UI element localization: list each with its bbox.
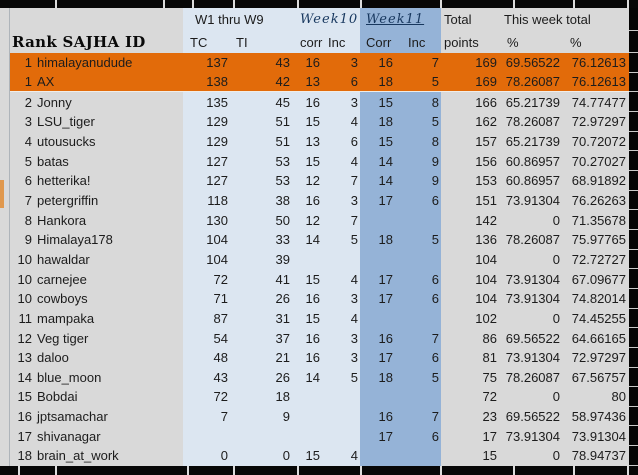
cell-ti[interactable]: 26 (236, 368, 295, 388)
cell-week11-corr[interactable] (360, 309, 403, 329)
cell-total-points[interactable]: 104 (441, 289, 502, 309)
cell-week11-corr[interactable]: 16 (360, 328, 403, 348)
cell-total-pct[interactable]: 71.35678 (562, 210, 629, 230)
cell-sajha-id[interactable]: jptsamachar (35, 407, 183, 427)
cell-week-pct[interactable]: 73.91304 (502, 348, 562, 368)
cell-week11-corr[interactable]: 15 (360, 92, 403, 112)
cell-week10-inc[interactable]: 6 (325, 132, 360, 152)
cell-total-points[interactable]: 157 (441, 132, 502, 152)
cell-total-points[interactable]: 166 (441, 92, 502, 112)
cell-total-points[interactable]: 104 (441, 250, 502, 270)
cell-week10-corr[interactable]: 13 (295, 132, 325, 152)
cell-total-pct[interactable]: 58.97436 (562, 407, 629, 427)
gridline-tick (627, 0, 629, 8)
cell-week11-inc[interactable]: 7 (403, 407, 441, 427)
cell-total-points[interactable]: 169 (441, 73, 502, 93)
cell-ti[interactable]: 51 (236, 112, 295, 132)
cell-tc[interactable]: 129 (183, 132, 236, 152)
cell-week10-inc[interactable]: 7 (325, 171, 360, 191)
cell-sajha-id[interactable]: Hankora (35, 210, 183, 230)
cell-total-pct[interactable]: 70.72072 (562, 132, 629, 152)
cell-week10-inc[interactable] (325, 426, 360, 446)
cell-ti[interactable]: 21 (236, 348, 295, 368)
gridline-tick (440, 0, 442, 8)
cell-week10-inc[interactable]: 4 (325, 446, 360, 466)
gridline-tick (18, 466, 20, 475)
right-black-column-cell (629, 151, 638, 171)
cell-week-pct[interactable]: 78.26087 (502, 73, 562, 93)
cell-total-pct[interactable]: 76.12613 (562, 53, 629, 73)
cell-rank[interactable]: 17 (10, 426, 35, 446)
gridline-tick (163, 0, 165, 8)
header-rank-sajha-id[interactable]: Rank SAJHA ID (10, 31, 183, 53)
cell-total-points[interactable]: 142 (441, 210, 502, 230)
cell-week10-inc[interactable]: 4 (325, 269, 360, 289)
cell-week11-corr[interactable] (360, 387, 403, 407)
cell-week11-corr[interactable]: 17 (360, 269, 403, 289)
cell-week10-inc[interactable]: 3 (325, 289, 360, 309)
cell-week10-inc[interactable]: 7 (325, 210, 360, 230)
cell-week10-inc[interactable]: 4 (325, 309, 360, 329)
cell-rank[interactable]: 18 (10, 446, 35, 466)
cell-tc[interactable] (183, 426, 236, 446)
cell-week10-corr[interactable]: 13 (295, 73, 325, 93)
cell-week11-inc[interactable] (403, 250, 441, 270)
header-group-this-week-total[interactable]: This week total (502, 8, 629, 31)
cell-week11-corr[interactable]: 18 (360, 368, 403, 388)
gridline-tick (360, 0, 362, 8)
cell-sajha-id[interactable]: hawaldar (35, 250, 183, 270)
cell-rank[interactable]: 9 (10, 230, 35, 250)
right-black-column-cell (629, 132, 638, 152)
cell-tc[interactable]: 135 (183, 92, 236, 112)
cell-total-points[interactable]: 15 (441, 446, 502, 466)
cell-week11-inc[interactable]: 6 (403, 348, 441, 368)
cell-tc[interactable]: 137 (183, 53, 236, 73)
cell-ti[interactable]: 53 (236, 151, 295, 171)
cell-week11-corr[interactable] (360, 446, 403, 466)
cell-ti[interactable]: 38 (236, 191, 295, 211)
cell-week10-corr[interactable]: 16 (295, 328, 325, 348)
cell-total-pct[interactable]: 80 (562, 387, 629, 407)
right-black-column-cell (629, 348, 638, 368)
cell-week10-inc[interactable]: 3 (325, 328, 360, 348)
cell-total-points[interactable]: 17 (441, 426, 502, 446)
cell-week10-corr[interactable]: 15 (295, 309, 325, 329)
cell-rank[interactable]: 5 (10, 151, 35, 171)
cell-week11-corr[interactable] (360, 210, 403, 230)
cell-total-points[interactable]: 169 (441, 53, 502, 73)
cell-week-pct[interactable]: 60.86957 (502, 171, 562, 191)
header-pct-total[interactable]: % (562, 31, 629, 53)
cell-week10-corr[interactable]: 16 (295, 92, 325, 112)
bottom-crop-bar (0, 466, 638, 475)
cell-ti[interactable]: 45 (236, 92, 295, 112)
cell-week-pct[interactable]: 73.91304 (502, 426, 562, 446)
cell-week11-inc[interactable]: 5 (403, 73, 441, 93)
cell-week11-corr[interactable]: 14 (360, 151, 403, 171)
cell-total-pct[interactable]: 73.91304 (562, 426, 629, 446)
cell-week10-corr[interactable]: 12 (295, 210, 325, 230)
right-black-column-cell (629, 31, 638, 53)
cell-week10-corr[interactable]: 14 (295, 230, 325, 250)
cell-week10-corr[interactable]: 15 (295, 446, 325, 466)
header-week11-inc[interactable]: Inc (403, 31, 441, 53)
cell-sajha-id[interactable]: AX (35, 73, 183, 93)
cell-total-pct[interactable]: 74.82014 (562, 289, 629, 309)
cell-week11-inc[interactable] (403, 309, 441, 329)
cell-rank[interactable]: 2 (10, 92, 35, 112)
cell-week10-corr[interactable]: 16 (295, 191, 325, 211)
header-group-w1-thru-w9[interactable]: W1 thru W9 (183, 8, 295, 31)
gridline-tick (360, 466, 362, 475)
cell-week11-inc[interactable]: 7 (403, 328, 441, 348)
cell-sajha-id[interactable]: utousucks (35, 132, 183, 152)
cell-week11-inc[interactable] (403, 387, 441, 407)
cell-tc[interactable]: 87 (183, 309, 236, 329)
cell-week10-inc[interactable]: 3 (325, 53, 360, 73)
cell-week11-corr[interactable]: 14 (360, 171, 403, 191)
cell-sajha-id[interactable]: blue_moon (35, 368, 183, 388)
right-black-column-cell (629, 112, 638, 132)
cell-total-pct[interactable]: 74.45255 (562, 309, 629, 329)
gridline-tick (187, 466, 189, 475)
cell-week10-corr[interactable] (295, 387, 325, 407)
cell-week-pct[interactable]: 69.56522 (502, 53, 562, 73)
cell-rank[interactable]: 16 (10, 407, 35, 427)
header-total-line1[interactable]: Total (441, 8, 502, 31)
right-black-column-cell (629, 230, 638, 250)
cell-week11-corr[interactable] (360, 250, 403, 270)
cell-week-pct[interactable]: 73.91304 (502, 191, 562, 211)
cell-ti[interactable]: 39 (236, 250, 295, 270)
cell-total-points[interactable]: 23 (441, 407, 502, 427)
cell-ti[interactable]: 51 (236, 132, 295, 152)
cell-sajha-id[interactable]: himalayanudude (35, 53, 183, 73)
gridline-tick (192, 0, 194, 8)
gridline-tick (55, 466, 57, 475)
cell-week10-corr[interactable] (295, 407, 325, 427)
cell-total-points[interactable]: 136 (441, 230, 502, 250)
cell-week11-corr[interactable]: 16 (360, 53, 403, 73)
right-black-column-cell (629, 426, 638, 446)
cell-total-points[interactable]: 104 (441, 269, 502, 289)
cell-sajha-id[interactable]: shivanagar (35, 426, 183, 446)
header-week10-corr[interactable]: corr (295, 31, 325, 53)
header-total-line2[interactable]: points (441, 31, 502, 53)
cell-week-pct[interactable]: 60.86957 (502, 151, 562, 171)
right-black-column-cell (629, 171, 638, 191)
top-crop-bar (0, 0, 638, 8)
cell-ti[interactable]: 26 (236, 289, 295, 309)
right-black-column-cell (629, 309, 638, 329)
gridline-tick (55, 0, 57, 8)
cell-sajha-id[interactable]: carnejee (35, 269, 183, 289)
cell-week-pct[interactable]: 78.26087 (502, 230, 562, 250)
cell-rank[interactable]: 12 (10, 328, 35, 348)
cell-week-pct[interactable]: 69.56522 (502, 328, 562, 348)
ranking-table (10, 8, 638, 466)
cell-rank[interactable]: 11 (10, 309, 35, 329)
cell-week-pct[interactable]: 0 (502, 387, 562, 407)
cell-total-pct[interactable]: 70.27027 (562, 151, 629, 171)
cell-tc[interactable]: 7 (183, 407, 236, 427)
cell-total-pct[interactable]: 76.12613 (562, 73, 629, 93)
cell-ti[interactable]: 43 (236, 53, 295, 73)
cell-total-pct[interactable]: 72.72727 (562, 250, 629, 270)
gridline-tick (627, 466, 629, 475)
cell-week10-corr[interactable] (295, 426, 325, 446)
cell-ti[interactable] (236, 426, 295, 446)
header-spacer (10, 8, 183, 31)
cell-tc[interactable]: 138 (183, 73, 236, 93)
cell-week11-inc[interactable]: 8 (403, 132, 441, 152)
cell-week11-corr[interactable]: 17 (360, 426, 403, 446)
cell-week10-inc[interactable]: 3 (325, 348, 360, 368)
gridline-tick (513, 0, 515, 8)
cell-week11-inc[interactable]: 7 (403, 53, 441, 73)
cell-total-pct[interactable]: 78.94737 (562, 446, 629, 466)
cell-ti[interactable]: 33 (236, 230, 295, 250)
cell-rank[interactable]: 1 (10, 53, 35, 73)
gridline-tick (440, 466, 442, 475)
cell-tc[interactable]: 54 (183, 328, 236, 348)
cell-rank[interactable]: 10 (10, 289, 35, 309)
cell-week11-corr[interactable]: 16 (360, 407, 403, 427)
cell-week10-corr[interactable]: 16 (295, 53, 325, 73)
right-black-column-cell (629, 210, 638, 230)
gridline-tick (513, 466, 515, 475)
header-week11-corr[interactable]: Corr (360, 31, 403, 53)
right-black-column-cell (629, 328, 638, 348)
cell-total-points[interactable]: 86 (441, 328, 502, 348)
cell-week-pct[interactable]: 0 (502, 309, 562, 329)
cell-total-points[interactable]: 81 (441, 348, 502, 368)
cell-total-pct[interactable]: 72.97297 (562, 112, 629, 132)
gridline-tick (573, 466, 575, 475)
header-ti[interactable]: TI (236, 31, 295, 53)
cell-sajha-id[interactable]: brain_at_work (35, 446, 183, 466)
cell-sajha-id[interactable]: petergriffin (35, 191, 183, 211)
cell-week11-corr[interactable]: 18 (360, 73, 403, 93)
header-tc[interactable]: TC (183, 31, 236, 53)
cell-rank[interactable]: 3 (10, 112, 35, 132)
cell-tc[interactable]: 0 (183, 446, 236, 466)
cell-tc[interactable]: 104 (183, 250, 236, 270)
cell-rank[interactable]: 7 (10, 191, 35, 211)
right-black-column-cell (629, 191, 638, 211)
cell-sajha-id[interactable]: hetterika! (35, 171, 183, 191)
cell-ti[interactable]: 0 (236, 446, 295, 466)
cell-rank[interactable]: 10 (10, 269, 35, 289)
cell-week10-inc[interactable]: 4 (325, 112, 360, 132)
cell-sajha-id[interactable]: Bobdai (35, 387, 183, 407)
cell-tc[interactable]: 118 (183, 191, 236, 211)
cell-sajha-id[interactable]: mampaka (35, 309, 183, 329)
right-black-column-cell (629, 92, 638, 112)
cell-week-pct[interactable]: 0 (502, 446, 562, 466)
cell-week11-inc[interactable]: 5 (403, 368, 441, 388)
cell-week10-inc[interactable]: 5 (325, 230, 360, 250)
right-black-column-cell (629, 289, 638, 309)
cell-week-pct[interactable]: 78.26087 (502, 112, 562, 132)
cell-total-points[interactable]: 75 (441, 368, 502, 388)
gridline-tick (573, 0, 575, 8)
cell-tc[interactable]: 72 (183, 269, 236, 289)
left-edge-orange-marker (0, 180, 4, 208)
cell-week10-corr[interactable]: 14 (295, 368, 325, 388)
cell-week-pct[interactable]: 0 (502, 210, 562, 230)
cell-total-points[interactable]: 156 (441, 151, 502, 171)
cell-ti[interactable]: 41 (236, 269, 295, 289)
cell-week10-inc[interactable]: 4 (325, 151, 360, 171)
cell-week10-inc[interactable]: 3 (325, 92, 360, 112)
cell-total-points[interactable]: 162 (441, 112, 502, 132)
header-group-week10[interactable]: Week10 (295, 8, 360, 31)
cell-week10-corr[interactable]: 16 (295, 348, 325, 368)
gridline-tick (233, 0, 235, 8)
left-edge-strip (0, 8, 10, 466)
cell-week10-inc[interactable] (325, 250, 360, 270)
cell-week10-inc[interactable]: 3 (325, 191, 360, 211)
cell-week10-corr[interactable]: 12 (295, 171, 325, 191)
right-black-column-cell (629, 387, 638, 407)
cell-week10-inc[interactable]: 6 (325, 73, 360, 93)
cell-tc[interactable]: 130 (183, 210, 236, 230)
cell-week10-corr[interactable]: 15 (295, 269, 325, 289)
header-pct-week[interactable]: % (502, 31, 562, 53)
cell-total-points[interactable]: 102 (441, 309, 502, 329)
cell-rank[interactable]: 8 (10, 210, 35, 230)
cell-week11-inc[interactable]: 5 (403, 112, 441, 132)
cell-week11-inc[interactable]: 5 (403, 230, 441, 250)
cell-sajha-id[interactable]: Himalaya178 (35, 230, 183, 250)
cell-total-pct[interactable]: 64.66165 (562, 328, 629, 348)
cell-total-pct[interactable]: 72.97297 (562, 348, 629, 368)
cell-rank[interactable]: 13 (10, 348, 35, 368)
cell-tc[interactable]: 104 (183, 230, 236, 250)
cell-rank[interactable]: 10 (10, 250, 35, 270)
cell-tc[interactable]: 48 (183, 348, 236, 368)
cell-sajha-id[interactable]: cowboys (35, 289, 183, 309)
cell-sajha-id[interactable]: Jonny (35, 92, 183, 112)
cell-total-pct[interactable]: 68.91892 (562, 171, 629, 191)
cell-week10-corr[interactable] (295, 250, 325, 270)
cell-week-pct[interactable]: 78.26087 (502, 368, 562, 388)
cell-week11-inc[interactable]: 6 (403, 289, 441, 309)
gridline-tick (233, 466, 235, 475)
cell-week11-inc[interactable] (403, 210, 441, 230)
cell-ti[interactable]: 42 (236, 73, 295, 93)
cell-week11-inc[interactable]: 8 (403, 92, 441, 112)
cell-week11-corr[interactable]: 18 (360, 230, 403, 250)
cell-rank[interactable]: 6 (10, 171, 35, 191)
right-black-column-cell (629, 407, 638, 427)
right-black-column-cell (629, 446, 638, 466)
cell-week10-corr[interactable]: 16 (295, 289, 325, 309)
cell-week11-corr[interactable]: 17 (360, 289, 403, 309)
cell-tc[interactable]: 129 (183, 112, 236, 132)
cell-week11-corr[interactable]: 17 (360, 348, 403, 368)
cell-week10-corr[interactable]: 15 (295, 112, 325, 132)
cell-week11-corr[interactable]: 15 (360, 132, 403, 152)
cell-week11-inc[interactable]: 6 (403, 191, 441, 211)
cell-week11-inc[interactable] (403, 446, 441, 466)
cell-sajha-id[interactable]: daloo (35, 348, 183, 368)
header-group-week11[interactable]: Week11 (360, 8, 441, 31)
cell-week11-corr[interactable]: 18 (360, 112, 403, 132)
cell-rank[interactable]: 4 (10, 132, 35, 152)
cell-ti[interactable]: 31 (236, 309, 295, 329)
cell-tc[interactable]: 127 (183, 171, 236, 191)
cell-total-points[interactable]: 153 (441, 171, 502, 191)
cell-total-pct[interactable]: 67.09677 (562, 269, 629, 289)
cell-tc[interactable]: 72 (183, 387, 236, 407)
right-black-column-cell (629, 73, 638, 93)
cell-week10-inc[interactable] (325, 407, 360, 427)
cell-ti[interactable]: 37 (236, 328, 295, 348)
cell-week11-inc[interactable]: 6 (403, 269, 441, 289)
cell-total-points[interactable]: 72 (441, 387, 502, 407)
cell-sajha-id[interactable]: batas (35, 151, 183, 171)
cell-ti[interactable]: 53 (236, 171, 295, 191)
cell-tc[interactable]: 43 (183, 368, 236, 388)
cell-week-pct[interactable]: 73.91304 (502, 269, 562, 289)
gridline-tick (297, 0, 299, 8)
cell-total-pct[interactable]: 76.26263 (562, 191, 629, 211)
cell-rank[interactable]: 1 (10, 73, 35, 93)
cell-week-pct[interactable]: 73.91304 (502, 289, 562, 309)
cell-sajha-id[interactable]: Veg tiger (35, 328, 183, 348)
cell-week-pct[interactable]: 0 (502, 250, 562, 270)
right-black-column-cell (629, 269, 638, 289)
cell-ti[interactable]: 50 (236, 210, 295, 230)
cell-total-pct[interactable]: 67.56757 (562, 368, 629, 388)
right-black-column-cell (629, 368, 638, 388)
cell-week11-inc[interactable]: 9 (403, 171, 441, 191)
cell-week-pct[interactable]: 65.21739 (502, 92, 562, 112)
cell-rank[interactable]: 15 (10, 387, 35, 407)
cell-total-pct[interactable]: 74.77477 (562, 92, 629, 112)
cell-week-pct[interactable]: 65.21739 (502, 132, 562, 152)
gridline-tick (297, 466, 299, 475)
cell-tc[interactable]: 71 (183, 289, 236, 309)
cell-rank[interactable]: 14 (10, 368, 35, 388)
cell-week10-corr[interactable]: 15 (295, 151, 325, 171)
cell-total-points[interactable]: 151 (441, 191, 502, 211)
cell-week10-inc[interactable]: 5 (325, 368, 360, 388)
header-week10-inc[interactable]: Inc (325, 31, 360, 53)
right-black-column-cell (629, 8, 638, 31)
cell-week11-inc[interactable]: 6 (403, 426, 441, 446)
cell-week10-inc[interactable] (325, 387, 360, 407)
cell-week11-corr[interactable]: 17 (360, 191, 403, 211)
right-black-column-cell (629, 53, 638, 73)
cell-total-pct[interactable]: 75.97765 (562, 230, 629, 250)
right-black-column-cell (629, 250, 638, 270)
cell-week11-inc[interactable]: 9 (403, 151, 441, 171)
cell-ti[interactable]: 18 (236, 387, 295, 407)
cell-ti[interactable]: 9 (236, 407, 295, 427)
cell-week-pct[interactable]: 69.56522 (502, 407, 562, 427)
cell-tc[interactable]: 127 (183, 151, 236, 171)
cell-sajha-id[interactable]: LSU_tiger (35, 112, 183, 132)
